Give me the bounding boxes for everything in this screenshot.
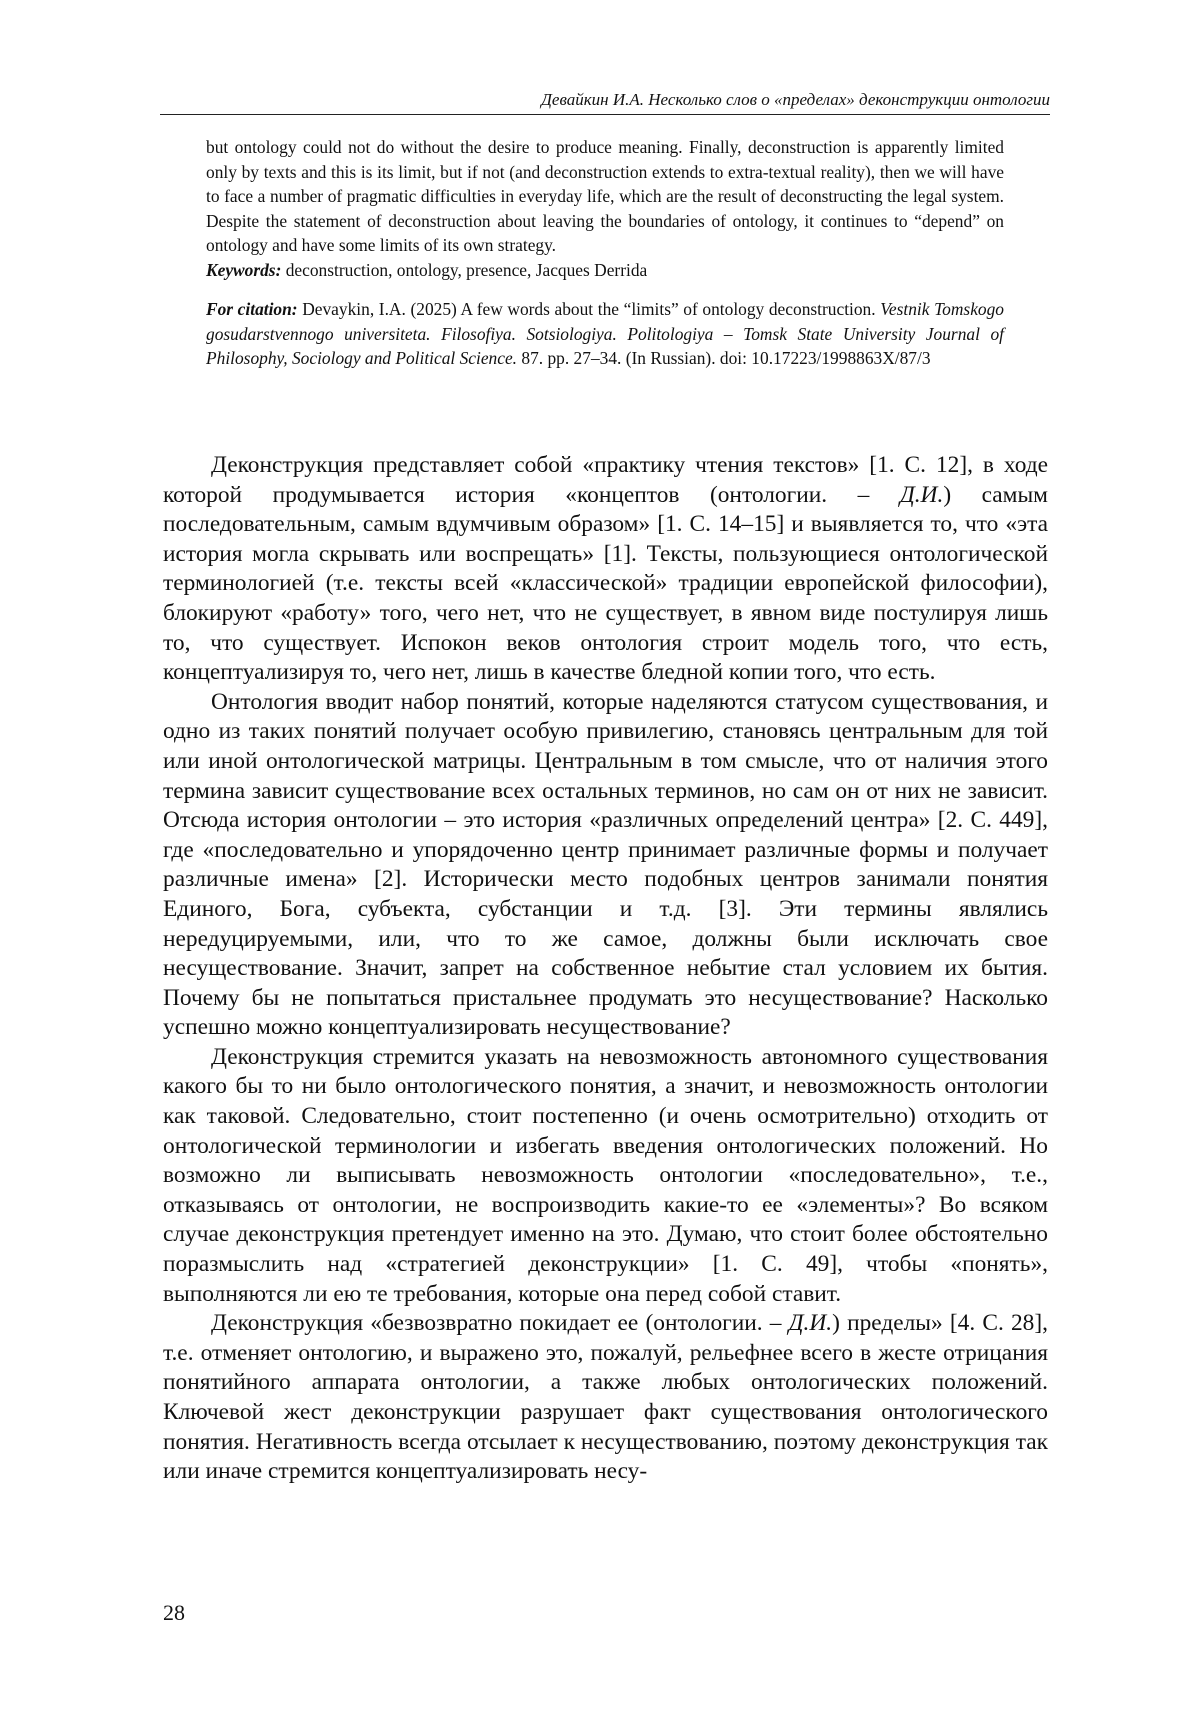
paragraph-2: Онтология вводит набор понятий, которые наделяются статусом существования, и одно из таких понятий получает особую привилегию, становясь центральным для той или иной онтологической матрицы. Центральным в том смысле, что от наличия этого термина зависит существование всех остальных терминов, но сам он от них не зависит. Отсюда история онтологии – это история «различных определений центра» [2. С. 449], где «последовательно и упорядоченно центр принимает различные формы и получает различные имена» [2]. Исторически место подобных центров занимали понятия Единого, Бога, субъекта, субстанции и т.д. [3]. Эти термины являлись нередуцируемыми, или, что то же самое, должны были исключать свое несуществование. Значит, запрет на собственное небытие стал условием их бытия. Почему бы не попытаться пристальнее продумать это несуществование? Насколько успешно можно концептуализировать несуществование? [163, 688, 1048, 1041]
header-rule [160, 114, 1050, 115]
citation-block [206, 297, 1004, 371]
page-number: 28 [163, 1600, 185, 1625]
paragraph-1-b: ) самым последовательным, самым вдумчивым образом» [1. С. 14–15] и выявляется то, что «эта история могла скрывать или воспрещать» [1]. Тексты, пользующиеся онтологической терминологией (т.е. тексты всей «классической» традиции европейской философии), блокируют «работу» того, чего нет, что не существует, в явном виде постулируя лишь то, что существует. Испокон веков онтология строит модель того, что есть, концептуализируя то, чего нет, лишь в качестве бледной копии того, что есть. [163, 481, 1048, 686]
abstract-text: but ontology could not do without the desire to produce meaning. Finally, deconstruction is apparently limited only by texts and this is its limit, but if not (and deconstruction extends to extra-textual reality), then we will have to face a number of pragmatic difficulties in everyday life, which are the result of deconstructing the legal system. Despite the statement of deconstruction about leaving the boundaries of ontology, it continues to “depend” on ontology and have some limits of its own strategy. [206, 137, 1004, 255]
paragraph-3: Деконструкция стремится указать на невозможность автономного существования какого бы то ни было онтологического понятия, а значит, и невозможность онтологии как таковой. Следовательно, стоит постепенно (и очень осмотрительно) отходить от онтологической терминологии и избегать введения онтологических положений. Но возможно ли выписывать невозможность онтологии «последовательно», т.е., отказываясь от онтологии, не воспроизводить какие-то ее «элементы»? Во всяком случае деконструкция претендует именно на это. Думаю, что стоит более обстоятельно поразмыслить над «стратегией деконструкции» [1. С. 49], чтобы «понять», выполняются ли ею те требования, которые она перед собой ставит. [163, 1043, 1048, 1307]
keywords-text: deconstruction, ontology, presence, Jacques Derrida [281, 259, 648, 280]
paragraph-4-a: Деконструкция «безвозвратно покидает ее (онтологии. – [211, 1310, 789, 1337]
citation-part2: 87. pp. 27–34. (In Russian). doi: 10.17223/1998863X/87/3 [517, 348, 931, 368]
paragraph-1 [163, 451, 1048, 688]
citation-label: For citation: [206, 299, 298, 319]
author-initials: Д.И. [788, 1310, 833, 1337]
running-header: Девайкин И.А. Несколько слов о «пределах» деконструкции онтологии [541, 90, 1050, 109]
keywords-line [206, 258, 1004, 283]
body-text [163, 451, 1048, 1487]
paragraph-4 [163, 1309, 1048, 1487]
citation-part1: Devaykin, I.A. (2025) A few words about the “limits” of ontology deconstruction. [297, 299, 881, 319]
abstract-block [206, 135, 1004, 371]
paragraph-4-b: ) пределы» [4. С. 28], т.е. отменяет онтологию, и выражено это, пожалуй, рельефнее всего в жесте отрицания понятийного аппарата онтологии, а также любых онтологических положений. Ключевой жест деконструкции разрушает факт существования онтологического понятия. Негативность всегда отсылает к несуществованию, поэтому деконструкция так или иначе стремится концептуализировать несу- [163, 1310, 1048, 1485]
keywords-label: Keywords: [206, 259, 282, 280]
author-initials: Д.И. [899, 481, 944, 508]
paragraph-1-a: Деконструкция представляет собой «практику чтения текстов» [1. С. 12], в ходе которой продумывается история «концептов (онтологии. – [163, 452, 1048, 508]
citation-journal: Vestnik Tomskogo gosudarstvennogo universiteta. Filosofiya. Sotsiologiya. Politologiya – Tomsk State University Journal of Philosophy, Sociology and Political Science. [206, 299, 1004, 368]
